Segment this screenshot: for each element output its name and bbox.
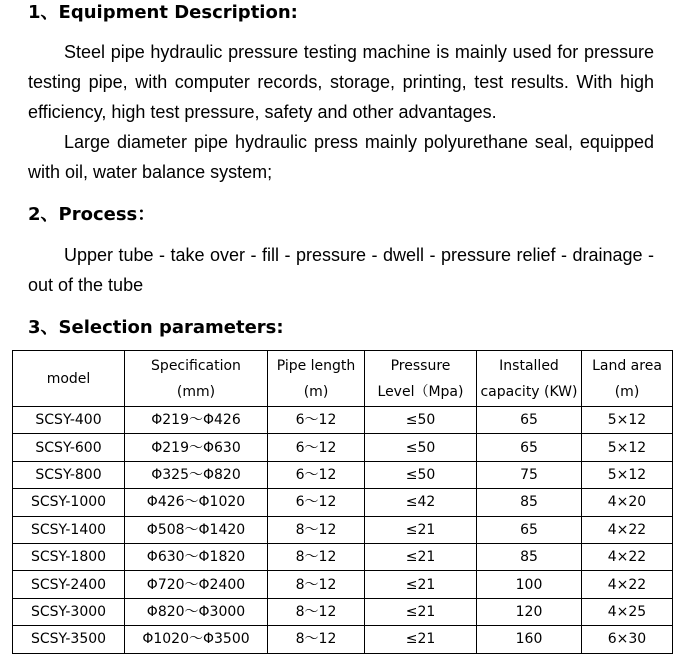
section-heading-selection: 3、Selection parameters:: [28, 317, 284, 338]
equipment-description-paragraph-2: Large diameter pipe hydraulic press mainly polyurethane seal, equipped with oil, water balance system;: [28, 132, 654, 182]
cell-pipe-length: 8～12: [268, 571, 365, 598]
cell-pipe-length: 6～12: [268, 461, 365, 488]
cell-land-area: 6×30: [582, 626, 673, 653]
cell-pressure-level: ≤21: [365, 516, 477, 543]
cell-specification: Φ219～Φ426: [125, 407, 268, 434]
selection-parameters-table: [12, 350, 673, 654]
table-row: [13, 489, 673, 516]
cell-installed-capacity: 75: [477, 461, 582, 488]
cell-land-area: 5×12: [582, 407, 673, 434]
cell-pipe-length: 8～12: [268, 543, 365, 570]
cell-installed-capacity: 65: [477, 434, 582, 461]
cell-installed-capacity: 85: [477, 489, 582, 516]
cell-specification: Φ426～Φ1020: [125, 489, 268, 516]
table-row: [13, 598, 673, 625]
cell-installed-capacity: 160: [477, 626, 582, 653]
cell-model: SCSY-1000: [13, 489, 125, 516]
cell-installed-capacity: 65: [477, 516, 582, 543]
cell-pipe-length: 8～12: [268, 516, 365, 543]
column-header-specification: Specification (mm): [125, 351, 268, 407]
cell-pipe-length: 6～12: [268, 407, 365, 434]
cell-model: SCSY-3000: [13, 598, 125, 625]
cell-land-area: 5×12: [582, 434, 673, 461]
column-header-pressure-level: Pressure Level（Mpa): [365, 351, 477, 407]
cell-specification: Φ630～Φ1820: [125, 543, 268, 570]
table-header-row: [13, 351, 673, 407]
table-row: [13, 626, 673, 653]
table-row: [13, 516, 673, 543]
cell-pressure-level: ≤21: [365, 571, 477, 598]
table-row: [13, 571, 673, 598]
cell-land-area: 4×20: [582, 489, 673, 516]
cell-land-area: 5×12: [582, 461, 673, 488]
cell-pipe-length: 8～12: [268, 598, 365, 625]
cell-pressure-level: ≤50: [365, 461, 477, 488]
cell-model: SCSY-400: [13, 407, 125, 434]
cell-pressure-level: ≤21: [365, 598, 477, 625]
process-paragraph: Upper tube - take over - fill - pressure - dwell - pressure relief - drainage - out of the tube: [28, 245, 654, 295]
cell-pipe-length: 6～12: [268, 434, 365, 461]
cell-specification: Φ219～Φ630: [125, 434, 268, 461]
cell-installed-capacity: 85: [477, 543, 582, 570]
cell-specification: Φ325～Φ820: [125, 461, 268, 488]
cell-land-area: 4×25: [582, 598, 673, 625]
cell-model: SCSY-1800: [13, 543, 125, 570]
cell-specification: Φ820～Φ3000: [125, 598, 268, 625]
table-row: [13, 461, 673, 488]
cell-specification: Φ508～Φ1420: [125, 516, 268, 543]
cell-model: SCSY-2400: [13, 571, 125, 598]
cell-specification: Φ720～Φ2400: [125, 571, 268, 598]
table-row: [13, 434, 673, 461]
column-header-pipe-length: Pipe length (m): [268, 351, 365, 407]
section-heading-equipment: 1、Equipment Description:: [28, 2, 298, 23]
section-heading-process: 2、Process：: [28, 204, 156, 225]
cell-land-area: 4×22: [582, 516, 673, 543]
cell-pressure-level: ≤21: [365, 543, 477, 570]
cell-pressure-level: ≤21: [365, 626, 477, 653]
table-row: [13, 543, 673, 570]
cell-pipe-length: 6～12: [268, 489, 365, 516]
cell-model: SCSY-3500: [13, 626, 125, 653]
cell-pressure-level: ≤42: [365, 489, 477, 516]
cell-pipe-length: 8～12: [268, 626, 365, 653]
cell-pressure-level: ≤50: [365, 407, 477, 434]
cell-specification: Φ1020～Φ3500: [125, 626, 268, 653]
cell-model: SCSY-1400: [13, 516, 125, 543]
cell-model: SCSY-600: [13, 434, 125, 461]
cell-model: SCSY-800: [13, 461, 125, 488]
equipment-description-paragraph-1: Steel pipe hydraulic pressure testing machine is mainly used for pressure testing pipe, with computer records, storage, printing, test results. With high efficiency, high test pressure, safety and other advantages.: [28, 42, 654, 122]
cell-land-area: 4×22: [582, 571, 673, 598]
cell-installed-capacity: 100: [477, 571, 582, 598]
cell-land-area: 4×22: [582, 543, 673, 570]
column-header-model: model: [13, 351, 125, 407]
table-row: [13, 407, 673, 434]
column-header-land-area: Land area (m): [582, 351, 673, 407]
cell-installed-capacity: 120: [477, 598, 582, 625]
column-header-installed-capacity: Installed capacity (KW): [477, 351, 582, 407]
cell-pressure-level: ≤50: [365, 434, 477, 461]
cell-installed-capacity: 65: [477, 407, 582, 434]
